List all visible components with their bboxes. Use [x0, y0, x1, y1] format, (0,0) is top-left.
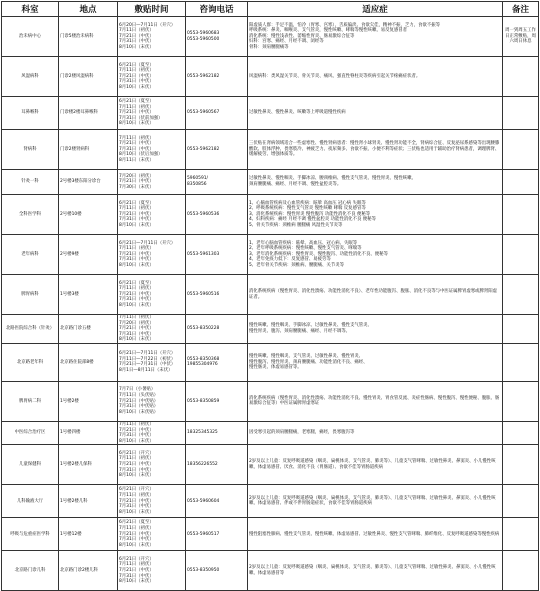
time-line: 7月21日（中伏） — [119, 427, 154, 433]
phone-line: 0553-5960500 — [187, 36, 220, 42]
time-line: 8月10日（末伏） — [119, 509, 154, 515]
time-line: 7月21日（中伏） — [119, 291, 154, 297]
time-line: 8月10日（末伏） — [119, 84, 154, 90]
indication-line: 慢性腹泻、慢性胃炎、颈肩腰腿痛、功能性消化不良、痛经、 — [249, 359, 368, 365]
header-row — [2, 2, 539, 17]
time-line: 7月21日（中伏） — [119, 568, 154, 574]
phone-cell — [186, 57, 248, 97]
phone-cell — [186, 130, 248, 170]
table-row — [2, 130, 539, 170]
indication-line: 慢性咳嗽、慢性咽炎、支气管炎、过敏性鼻炎、慢性胃炎、 — [249, 354, 364, 360]
time-line: 7月11日（初伏） — [119, 286, 154, 292]
phone-line: 0553-5960516 — [187, 291, 220, 297]
time-line: 8月1日—8月11日（末伏） — [119, 368, 173, 374]
time-line: 6月20日—7月11日（开穴） — [119, 22, 176, 28]
time-line: 7月11日（初伏） — [119, 492, 154, 498]
time-line: 6月21日（夏至） — [119, 520, 154, 526]
time-line: 7月20日（初伏） — [119, 320, 154, 326]
time-line: 7月31日（中伏） — [119, 467, 154, 473]
note-cell — [503, 97, 539, 130]
table-row — [2, 485, 539, 518]
time-line: 7月31日（中伏） — [119, 433, 154, 439]
indication-cell — [248, 170, 503, 195]
time-line: 7月21日—7月31日（中伏） — [119, 362, 176, 368]
time-line: 7月21日（中伏） — [119, 110, 154, 116]
time-line: 7月11日（初伏） — [119, 562, 154, 568]
time-line: 6月21日（夏至） — [119, 62, 154, 68]
time-line: 7月31日（中伏） — [119, 537, 154, 543]
dept-cell: 脾胃病二科 — [2, 381, 59, 421]
time-line: 6月21日—7月11日（开穴） — [119, 351, 176, 357]
table-row — [2, 97, 539, 130]
indication-cell — [248, 130, 503, 170]
location-cell: 1号楼2楼儿科 — [59, 485, 118, 518]
time-line: 8月10日（末伏） — [119, 121, 154, 127]
table-row — [2, 170, 539, 195]
time-line: 7月21日（中伏贴） — [119, 398, 159, 404]
time-line: 8月10日（末伏） — [119, 44, 154, 50]
time-line: 7月11日（初伏） — [119, 28, 154, 34]
time-line: 7月11日（初伏） — [119, 456, 154, 462]
indication-cell — [248, 551, 503, 591]
note-cell — [503, 235, 539, 275]
indication-line: 过敏性鼻炎、慢性咽炎、手脚冰凉、腰颈椎病、慢性支气管炎、慢性胃炎、慢性咳嗽、 — [249, 176, 416, 182]
time-line: 8月10日（末伏） — [119, 222, 154, 228]
phone-cell — [186, 343, 248, 381]
time-line: 7月21日（中伏） — [119, 498, 154, 504]
indication-cell — [248, 421, 503, 444]
time-line: 7月11日（初伏） — [119, 246, 154, 252]
header-note: 备注 — [503, 2, 539, 17]
dept-cell: 呼吸与危重症医学科 — [2, 518, 59, 551]
time-line: 7月11日（初伏） — [119, 206, 154, 212]
location-cell: 门诊5楼治未病科 — [59, 17, 118, 57]
time-line: 7月31日（伏前加强） — [119, 115, 163, 121]
phone-cell — [186, 485, 248, 518]
time-line: 8月10日（伏后加强） — [119, 152, 163, 158]
indication-line: 呼吸系统：鼻炎、咽喉炎、支气管炎，慢性咳嗽、哮喘等慢性咳嗽、易反复感冒者 — [249, 28, 408, 34]
location-cell: 1号楼2楼 — [59, 381, 118, 421]
time-cell — [118, 195, 186, 235]
indication-cell — [248, 97, 503, 130]
dept-cell: 针灸一科 — [2, 170, 59, 195]
time-line: 7月11日（初伏） — [119, 525, 154, 531]
dept-cell: 儿科输液大厅 — [2, 485, 59, 518]
indication-line: 因受寒引起的颈肩腰腿痛，老寒腿，痛经，畏寒腹泻等 — [249, 430, 355, 436]
phone-line: 8350856 — [187, 182, 207, 187]
time-cell — [118, 421, 186, 444]
indication-line: 慢性胃炎、腹泻、颈肩腰腿痛、痛经、月经不调等。 — [249, 328, 350, 334]
indication-line: 阳虚质人群：手足不温，怕冷（胃寒、宫寒），舌质偏淡、食欲欠佳，精神不振，乏力，食欲不振等 — [249, 22, 440, 28]
time-line: 7月21日（中伏） — [119, 462, 154, 468]
time-line: 6月21日（夏至） — [119, 280, 154, 286]
dept-cell: 肾病科 — [2, 130, 59, 170]
phone-cell — [186, 235, 248, 275]
note-cell — [503, 275, 539, 315]
note-cell — [503, 518, 539, 551]
phone-line: 18325345325 — [187, 430, 218, 436]
time-line: 7月11日（头伏贴） — [119, 393, 159, 399]
note-cell — [503, 485, 539, 518]
indication-line: 3、老年消化系统疾病：慢性胃炎、慢性腹泻、功能性消化不良、便秘等 — [249, 251, 388, 257]
indication-line: 消化系统疾病（慢性胃炎、消化性溃疡、功能性消化不良）、老年性功能腹泻、腹胀、消化不良等与中医证属脾胃虚寒或脾肾阳虚证者。 — [249, 288, 498, 300]
indication-line: 三伏贴在肾病领域适合一些虚寒性、慢性肾病患者：慢性肾小球肾炎、慢性肾功能不全，肾病综合征、反复泌尿系感染等出现腰膝酸软、肢体浮肿、畏寒肢冷、神疲乏力、夜尿频多、食欲不振、小便不利等症状；三伏贴也适用于辅助治疗肾病患者，调理脾肾、缓解疲劳、增强体质等。 — [249, 141, 500, 158]
indication-line: 慢性肠炎、体虚易感冒等。 — [249, 365, 302, 371]
time-cell — [118, 445, 186, 485]
table-row — [2, 421, 539, 444]
location-cell: 北京路门诊五楼 — [59, 315, 118, 344]
dept-cell: 耳鼻喉科 — [2, 97, 59, 130]
note-cell — [503, 381, 539, 421]
header-time: 敷贴时间 — [118, 2, 186, 17]
phone-line: 0553-5961303 — [187, 251, 220, 257]
phone-line: 0553-5962182 — [187, 73, 220, 79]
time-cell — [118, 315, 186, 344]
indication-line: 妇科：宫寒、痛经、月经不调、闭经等 — [249, 39, 324, 45]
time-line: 7月7日（小暑贴） — [119, 387, 156, 393]
phone-line: 0553-5960683 — [187, 30, 220, 36]
location-cell: 门诊2楼风湿病科 — [59, 57, 118, 97]
time-line: 7月11日（初伏） — [119, 135, 154, 141]
phone-cell — [186, 551, 248, 591]
time-line: 7月21日（中伏） — [119, 141, 154, 147]
location-cell: 1号楼2楼儿保科 — [59, 445, 118, 485]
indication-line: 5、老年骨关节疾病：颈椎病、腰腿痛、关节炎等 — [249, 262, 344, 268]
indication-line: 2岁及以上儿童：反复呼吸道感染（咽炎、扁桃体炎、支气管炎、肺炎等）、儿童支气管哮喘、过敏性鼻炎、鼻窦炎、小儿慢性咳嗽、体虚易感冒、伴或不伴胃肠道症状，食欲不佳等胃肠道疾病 — [249, 495, 496, 507]
time-line: 6月21日（开穴） — [119, 487, 154, 493]
time-line: 7月31日（中伏） — [119, 257, 154, 263]
phone-cell — [186, 195, 248, 235]
location-cell: 1号楼12楼 — [59, 518, 118, 551]
dept-cell: 北京路门诊儿科 — [2, 551, 59, 591]
time-line: 8月10日（末伏） — [119, 438, 154, 444]
phone-cell — [186, 381, 248, 421]
table-row — [2, 57, 539, 97]
phone-line: 0553-8350228 — [187, 326, 220, 332]
indication-cell — [248, 275, 503, 315]
time-line: 8月10日（末伏） — [119, 542, 154, 548]
phone-line: 0553-8350368 — [187, 356, 220, 362]
location-cell: 北京路住院部8楼 — [59, 343, 118, 381]
phone-cell — [186, 170, 248, 195]
note-cell — [503, 315, 539, 344]
time-line: 7月31日（中伏） — [119, 79, 154, 85]
dept-cell: 儿童保健科 — [2, 445, 59, 485]
time-line: 7月21日（中伏） — [119, 33, 154, 39]
note-cell — [503, 57, 539, 97]
indication-line: 消化系统疾病（慢性胃炎、消化性溃疡、功能性消化不良、慢性胃炎、胃食管反流、炎症性肠病、慢性腹泻、慢性便秘、腹胀、肠易激综合征等）中医证属脾胃虚寒证 — [249, 395, 500, 407]
dept-cell: 中医综合治疗区 — [2, 421, 59, 444]
phone-line: 5960591/ — [187, 176, 209, 182]
note-cell — [503, 421, 539, 444]
time-line: 7月11日（初伏） — [119, 421, 154, 427]
indication-line: 5、骨关节疾病：颈椎病 腰腿痛 风湿性关节炎等 — [249, 222, 343, 228]
time-line: 7月21日（中伏） — [119, 251, 154, 257]
time-line: 7月11日—7月22日（初伏） — [119, 356, 176, 362]
time-line: 7月11日（初伏） — [119, 315, 154, 320]
time-line: 7月21日（中伏） — [119, 73, 154, 79]
note-cell — [503, 343, 539, 381]
table-row — [2, 17, 539, 57]
location-cell: 2号楼9楼 — [59, 235, 118, 275]
phone-line: 18356226552 — [187, 462, 218, 468]
dept-cell: 北路医院综合科（针灸） — [2, 315, 59, 344]
phone-line: 0553-5960517 — [187, 531, 220, 537]
time-line: 6月21日（夏至） — [119, 200, 154, 206]
dept-cell: 风湿病科 — [2, 57, 59, 97]
location-cell: 1号楼3楼 — [59, 275, 118, 315]
phone-line: 0553-5960536 — [187, 211, 220, 217]
time-cell — [118, 275, 186, 315]
indication-cell — [248, 315, 503, 344]
time-line: 8月10日（末伏贴） — [119, 409, 159, 415]
indication-cell — [248, 343, 503, 381]
phone-line: 19855304976 — [187, 362, 218, 368]
time-line: 6月21日（开穴） — [119, 450, 154, 456]
table-row — [2, 381, 539, 421]
time-line: 7月21日（中伏） — [119, 326, 154, 332]
indication-cell — [248, 195, 503, 235]
indication-line: 2、老年呼吸系统疾病：慢性咳嗽、慢性支气管炎、哮喘等 — [249, 246, 362, 252]
time-line: 8月10日（末伏） — [119, 473, 154, 479]
location-cell: 2号楼10楼 — [59, 195, 118, 235]
table-row — [2, 445, 539, 485]
table-row — [2, 235, 539, 275]
time-line: 7月21日（中伏） — [119, 211, 154, 217]
time-line: 8月11日（末伏） — [119, 157, 154, 163]
note-cell — [503, 445, 539, 485]
time-line: 7月11日（初伏） — [119, 104, 154, 110]
time-line: 7月31日（中伏） — [119, 217, 154, 223]
table-row — [2, 315, 539, 344]
indication-line: 1、心脑血管疾病及心血管疾病：眩晕 高血压 冠心病 失眠等 — [249, 200, 366, 206]
dept-cell: 全科医学科 — [2, 195, 59, 235]
indication-line: 2、呼吸系统疾病：慢性支气管炎 慢性咳嗽 哮喘 反复感冒等 — [249, 206, 366, 212]
note-cell — [503, 170, 539, 195]
time-cell — [118, 381, 186, 421]
indication-line: 2岁及以上儿童：反复呼吸道感染（咽炎、扁桃体炎、支气管炎、肺炎等）、儿童支气管哮喘、过敏性鼻炎、鼻窦炎、小儿慢性咳嗽、体虚易感冒、厌食、消化不良（胃肠道）、食欲不佳等胃肠道疾病 — [249, 459, 496, 470]
phone-line: 0553-8350950 — [187, 568, 220, 574]
time-cell — [118, 551, 186, 591]
time-line: 7月30日（末伏） — [119, 184, 154, 190]
header-phone: 咨询电话 — [186, 2, 248, 17]
time-line: 8月10日（末伏） — [119, 262, 154, 268]
time-cell — [118, 97, 186, 130]
location-cell: 北京路门诊2楼儿科 — [59, 551, 118, 591]
indication-line: 风湿病科：类风湿关节炎、骨关节炎、痛风、强直性脊柱炎等疾病引起关节疼痛症状者。 — [249, 73, 421, 79]
time-line: 7月20日（初伏） — [119, 173, 154, 179]
time-line: 6月21日（夏至） — [119, 99, 154, 105]
indication-line: 慢性阻塞性肺病、慢性支气管炎、慢性咳嗽、体虚易感冒、过敏性鼻炎、慢性支气管哮喘、肺纤维化、反复呼吸道感染等慢性疾病 — [249, 531, 500, 537]
indication-line: 颈肩腰腿痛、痛经、月经不调、慢性盆腔炎等。 — [249, 182, 342, 187]
dept-cell: 北京路老年科 — [2, 343, 59, 381]
dept-cell: 脾胃病科 — [2, 275, 59, 315]
phone-cell — [186, 518, 248, 551]
time-line: 7月31日（中伏） — [119, 504, 154, 510]
time-line: 7月31日（中伏） — [119, 331, 154, 337]
header-indication: 适应症 — [248, 2, 503, 17]
indication-line: 4、老年免疫力低下：反复感冒、易疲劳等 — [249, 257, 331, 263]
indication-cell — [248, 518, 503, 551]
time-cell — [118, 170, 186, 195]
time-line: 8月10日（末伏） — [119, 302, 154, 308]
location-cell: 门诊2楼肾病科 — [59, 130, 118, 170]
schedule-table — [1, 1, 539, 591]
phone-cell — [186, 315, 248, 344]
phone-cell — [186, 97, 248, 130]
dept-cell: 治未病中心 — [2, 17, 59, 57]
indication-cell — [248, 485, 503, 518]
time-line: 8月10日（末伏） — [119, 337, 154, 343]
time-cell — [118, 485, 186, 518]
note-cell — [503, 130, 539, 170]
note-cell: 周一到周五工作日正常敷贴，周六周日休息 — [503, 17, 539, 57]
indication-cell — [248, 17, 503, 57]
phone-line: 0553-8350859 — [187, 398, 220, 404]
note-cell — [503, 195, 539, 235]
time-cell — [118, 57, 186, 97]
time-cell — [118, 17, 186, 57]
indication-line: 1、老年心脑血管疾病：眩晕、高血压、冠心病、失眠等 — [249, 240, 358, 246]
indication-line: 过敏性鼻炎、慢性鼻炎、咳嗽等上呼吸道慢性疾病 — [249, 110, 346, 116]
phone-line: 0553-5960604 — [187, 498, 220, 504]
indication-line: 骨科：颈肩腰腿痛等 — [249, 44, 289, 50]
location-cell: 门诊楼2楼耳鼻喉科 — [59, 97, 118, 130]
indication-cell — [248, 57, 503, 97]
time-cell — [118, 235, 186, 275]
table-body — [2, 17, 539, 591]
time-line: 7月31日（中伏） — [119, 573, 154, 579]
phone-cell — [186, 445, 248, 485]
indication-line: 慢性咳嗽、慢性咽炎、手脚冰凉、过敏性鼻炎、慢性支气管炎、 — [249, 323, 372, 329]
time-line: 7月11日（初伏） — [119, 68, 154, 74]
indication-cell — [248, 381, 503, 421]
time-line: 7月21日（中伏） — [119, 179, 154, 185]
time-line: 8月10日（末伏） — [119, 579, 154, 585]
time-line: 7月31日（中伏贴） — [119, 404, 159, 410]
indication-line: 3、消化系统疾病：慢性胃炎 慢性腹泻 功能性消化不良 便秘等 — [249, 211, 371, 217]
time-line: 7月31日（中伏） — [119, 297, 154, 303]
table-row — [2, 195, 539, 235]
location-cell: 1号楼四楼 — [59, 421, 118, 444]
time-cell — [118, 130, 186, 170]
time-line: 7月31日（中伏） — [119, 146, 154, 152]
phone-cell — [186, 421, 248, 444]
phone-line: 0553-5962182 — [187, 146, 220, 152]
header-dept: 科室 — [2, 2, 59, 17]
table-row — [2, 518, 539, 551]
table-row — [2, 275, 539, 315]
indication-cell — [248, 445, 503, 485]
time-line: 6月21日（开穴） — [119, 556, 154, 562]
time-cell — [118, 343, 186, 381]
location-cell: 2号楼3楼东阳分诊台 — [59, 170, 118, 195]
time-line: 7月31日（中伏） — [119, 39, 154, 45]
indication-line: 消化系统：慢性浅表性、萎缩性胃炎、肠易激综合征等 — [249, 33, 355, 39]
note-cell — [503, 551, 539, 591]
time-cell — [118, 518, 186, 551]
table-row — [2, 551, 539, 591]
time-line: 7月21日（中伏） — [119, 531, 154, 537]
indication-cell — [248, 235, 503, 275]
time-line: 6月21日—7月11日（开穴） — [119, 240, 176, 246]
table-row — [2, 343, 539, 381]
phone-line: 0553-5960567 — [187, 110, 220, 116]
phone-cell — [186, 275, 248, 315]
indication-line: 2岁及以上儿童：反复呼吸道感染（咽炎、扁桃体炎、支气管炎、肺炎等）、儿童支气管哮喘、过敏性鼻炎、鼻窦炎、小儿慢性咳嗽、体虚易感冒等 — [249, 565, 496, 576]
dept-cell: 老年病科 — [2, 235, 59, 275]
indication-line: 4、妇科疾病：痛经 月经不调 慢性盆腔炎 功能性消化不良 便秘等 — [249, 217, 376, 223]
phone-cell — [186, 17, 248, 57]
header-location: 地点 — [59, 2, 118, 17]
